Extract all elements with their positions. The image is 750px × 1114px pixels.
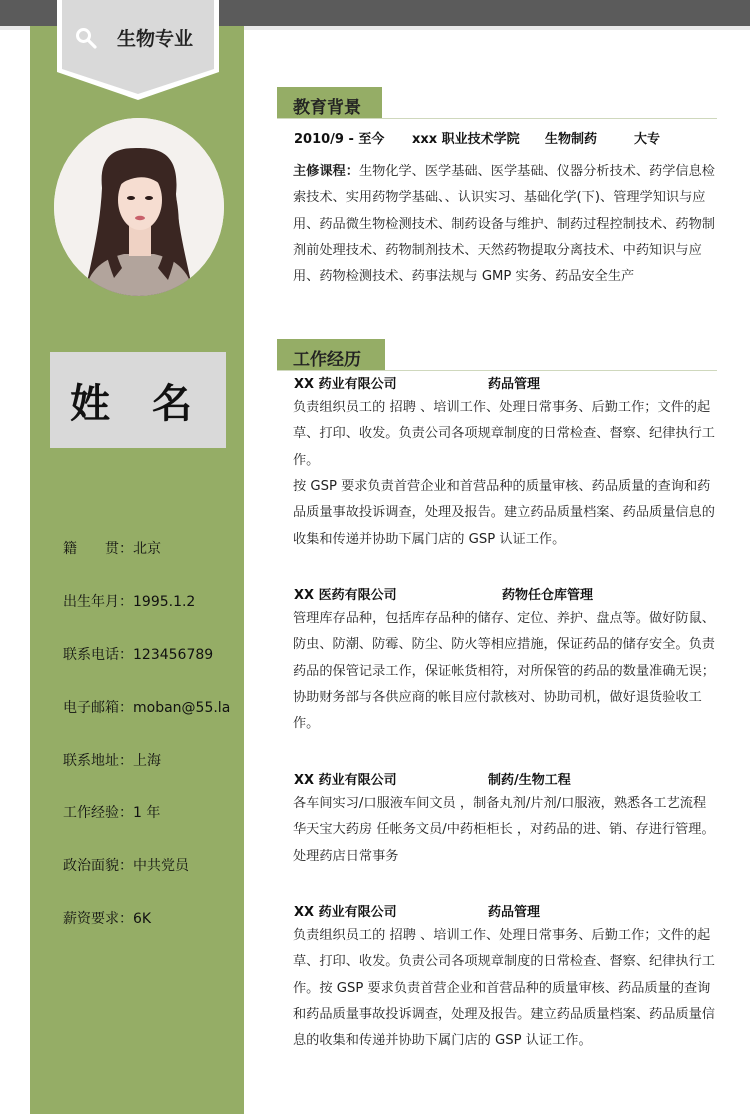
info-salary — [63, 908, 151, 928]
info-value: 1995.1.2 — [133, 594, 196, 610]
job-role: 药品管理 — [488, 905, 541, 920]
info-label: 工作经验： — [63, 805, 133, 821]
info-value: 1 年 — [133, 805, 161, 821]
info-label: 籍 贯： — [63, 541, 133, 557]
info-value: 中共党员 — [133, 858, 189, 874]
job-description: 管理库存品种，包括库存品种的储存、定位、养护、盘点等。做好防鼠、防虫、防潮、防霉、防尘、防火等相应措施，保证药品的储存安全。负责药品的保管记录工作，保证帐货相符，对所保管的药品的数量准确无误；协助财务部与各供应商的帐目应付款核对、协助司机，做好退货验收工作。 — [293, 611, 715, 732]
header-tag — [57, 0, 219, 100]
info-birthdate — [63, 591, 195, 611]
section-divider — [277, 118, 717, 119]
info-value: 北京 — [133, 541, 161, 557]
avatar — [54, 118, 224, 296]
info-label: 联系电话： — [63, 647, 133, 663]
info-value: 6K — [133, 911, 152, 927]
job-header — [294, 901, 541, 920]
education-courses — [293, 159, 718, 290]
name-box — [50, 352, 226, 448]
job-description: 各车间实习/口服液车间文员 ，制备丸剂/片剂/口服液，熟悉各工艺流程华天宝大药房 任帐务文员/中药柜柜长 ，对药品的进、销、存进行管理。处理药店日常事务 — [293, 796, 715, 864]
info-value: 123456789 — [133, 647, 214, 663]
info-political-status — [63, 855, 189, 875]
info-label: 薪资要求： — [63, 911, 133, 927]
info-address — [63, 750, 161, 770]
courses-text: 生物化学、医学基础、医学基础、仪器分析技术、药学信息检索技术、实用药物学基础、、认识实习、基础化学(下)、管理学知识与应用、药品微生物检测技术、制药设备与维护、制药过程控制技术、药物制剂前处理技术、药物制剂技术、天然药物提取分离技术、中药知识与应用、药物检测技术、药事法规与 GMP 实务、药品安全生产 — [293, 164, 715, 285]
job-header — [294, 769, 571, 788]
job-header — [294, 584, 594, 603]
job-description: 负责组织员工的 招聘 、培训工作、处理日常事务、后勤工作；文件的起草、打印、收发。负责公司各项规章制度的日常检查、督察、纪律执行工作。按 GSP 要求负责首营企业和首营品种的质量审核、药品质量的查询和药品质量事故投诉调查，处理及报告。建立药品质量档案、药品质量信息的收集和传递并协助下属门店的 GSP 认证工作。 — [293, 928, 715, 1049]
info-phone — [63, 644, 213, 664]
job-description: 按 GSP 要求负责首营企业和首营品种的质量审核、药品质量的查询和药品质量事故投诉调查，处理及报告。建立药品质量档案、药品质量信息的收集和传递并协助下属门店的 GSP 认证工作。 — [293, 479, 715, 547]
job-header — [294, 373, 541, 392]
header-tag-label: 生物专业 — [117, 28, 194, 50]
info-label: 出生年月： — [63, 594, 133, 610]
education-major: 生物制药 — [545, 132, 598, 147]
job-company: XX 医药有限公司 — [294, 588, 397, 603]
education-period: 2010/9 - 至今 — [294, 132, 385, 147]
job-company: XX 药业有限公司 — [294, 905, 397, 920]
job-role: 药物任仓库管理 — [502, 588, 594, 603]
section-title: 教育背景 — [293, 98, 361, 118]
education-school: xxx 职业技术学院 — [412, 132, 520, 147]
info-label: 联系地址： — [63, 753, 133, 769]
section-header-work — [277, 339, 385, 371]
info-value: moban@55.la — [133, 700, 231, 716]
courses-label: 主修课程： — [293, 164, 359, 179]
section-title: 工作经历 — [293, 350, 361, 370]
info-hometown — [63, 538, 161, 558]
info-value: 上海 — [133, 753, 161, 769]
section-divider — [277, 370, 717, 371]
job-role: 制药/生物工程 — [488, 773, 571, 788]
education-degree: 大专 — [634, 132, 661, 147]
section-header-education — [277, 87, 382, 119]
info-email — [63, 697, 230, 717]
job-description: 负责组织员工的 招聘 、培训工作、处理日常事务、后勤工作；文件的起草、打印、收发。负责公司各项规章制度的日常检查、督察、纪律执行工作。 — [293, 400, 715, 468]
info-experience — [63, 802, 160, 822]
job-company: XX 药业有限公司 — [294, 773, 397, 788]
job-role: 药品管理 — [488, 377, 541, 392]
info-label: 电子邮箱： — [63, 700, 133, 716]
info-label: 政治面貌： — [63, 858, 133, 874]
job-company: XX 药业有限公司 — [294, 377, 397, 392]
search-icon — [75, 27, 97, 49]
candidate-name: 姓 名 — [70, 380, 206, 427]
